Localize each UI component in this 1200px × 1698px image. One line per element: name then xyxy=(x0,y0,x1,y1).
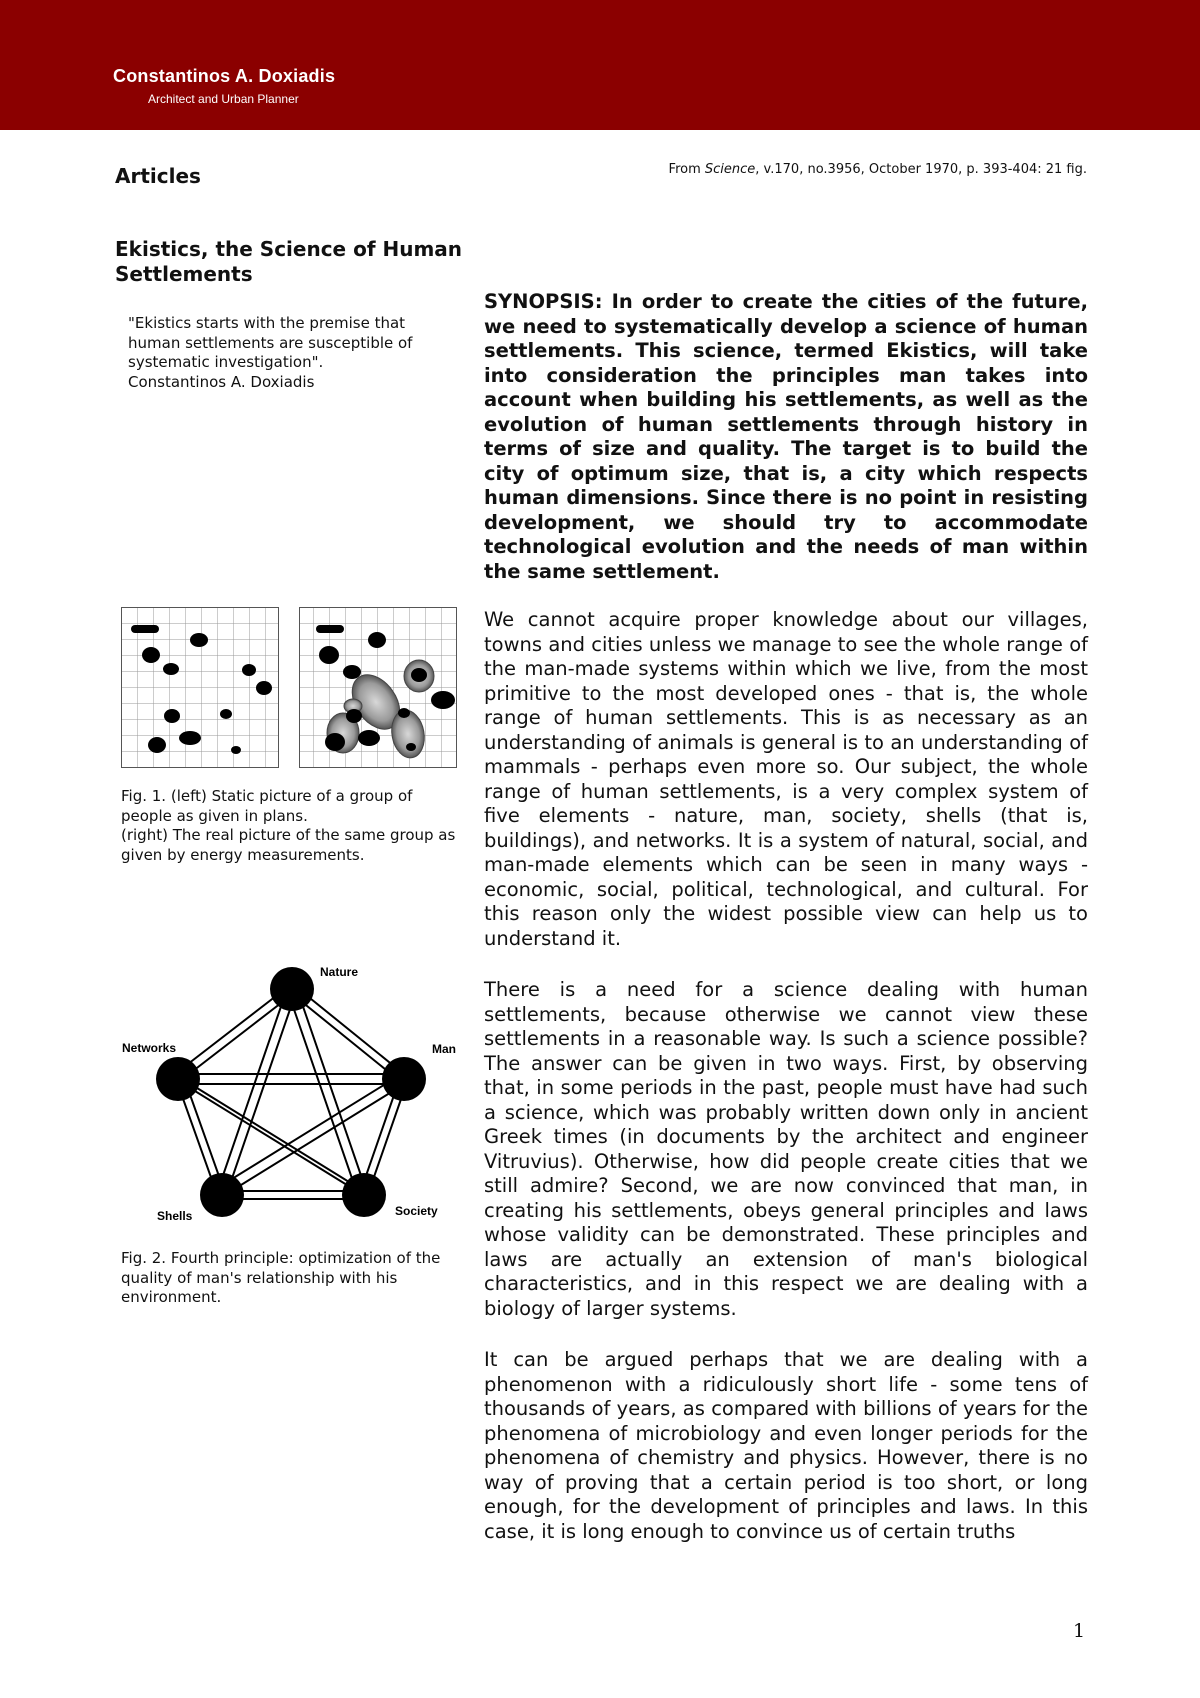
figure-1-caption xyxy=(121,787,461,865)
epigraph-text: "Ekistics starts with the premise that human settlements are susceptible of systematic investigation". xyxy=(128,314,413,371)
fig2-label-man: Man xyxy=(432,1042,456,1056)
fig1-caption-left: Fig. 1. (left) Static picture of a group of people as given in plans. xyxy=(121,787,413,825)
citation-prefix: From xyxy=(668,162,705,177)
fig2-label-networks: Networks xyxy=(122,1041,177,1055)
citation-details: , v.170, no.3956, October 1970, p. 393-404: 21 fig. xyxy=(755,162,1087,177)
fig1-left-grid xyxy=(122,608,279,768)
figure-2-caption: Fig. 2. Fourth principle: optimization of the quality of man's relationship with his environment. xyxy=(121,1249,441,1306)
fig1-caption-right: (right) The real picture of the same group as given by energy measurements. xyxy=(121,826,456,864)
synopsis: SYNOPSIS: In order to create the cities of the future, we need to systematically develop a science of human settlements. This science, termed Ekistics, will take into consideration the principles man takes into account when building his settlements, as well as the evolution of human settlements through history in terms of size and quality. The target is to build the city of optimum size, that is, a city which respects human dimensions. Since there is no point in resisting development, we should try to accommodate technological evolution and the needs of man within the same settlement. xyxy=(484,290,1088,583)
author-name: Constantinos A. Doxiadis xyxy=(113,66,336,86)
fig1-right-grid xyxy=(300,608,457,768)
body-paragraph: There is a need for a science dealing with human settlements, because otherwise we cannot view these settlements in a reasonable way. Is such a science possible? The answer can be given in two ways. First, by observing that, in some periods in the past, people must have had such a science, which was probably written down only in ancient Greek times (in documents by the architect and engineer Vitruvius). Otherwise, how did people create cities that we still admire? Second, we are now convinced that man, in creating his settlements, obeys general principles and laws whose validity can be demonstrated. These principles and laws are actually an extension of man's biological characteristics, and in this respect we are dealing with a biology of larger systems. xyxy=(484,978,1088,1320)
fig2-label-nature: Nature xyxy=(320,965,359,979)
page-number: 1 xyxy=(1073,1620,1086,1642)
body-paragraph: We cannot acquire proper knowledge about our villages, towns and cities unless we manage to see the whole range of the man-made systems within which we live, from the most primitive to the most developed ones - that is, the whole range of human settlements. This is as necessary as an understanding of animals is general is to an understanding of mammals - perhaps even more so. Our subject, the whole range of human settlements, is a very complex system of five elements - nature, man, society, shells (that is, buildings), and networks. It is a system of natural, social, and man-made elements which can be seen in many ways - economic, social, political, technological, and cultural. For this reason only the widest possible view can help us to understand it. xyxy=(484,608,1088,950)
author-role: Architect and Urban Planner xyxy=(148,92,299,106)
header-banner xyxy=(0,0,1200,130)
epigraph-author: Constantinos A. Doxiadis xyxy=(128,372,315,391)
fig2-label-society: Society xyxy=(395,1204,438,1218)
fig2-label-shells: Shells xyxy=(157,1209,193,1223)
epigraph xyxy=(128,314,458,392)
figure-1 xyxy=(121,607,459,769)
section-label: Articles xyxy=(115,164,201,188)
citation-journal: Science xyxy=(704,162,756,177)
body-paragraph: It can be argued perhaps that we are dealing with a phenomenon with a ridiculously short life - some tens of thousands of years, as compared with billions of years for the phenomena of microbiology and even longer periods for the phenomena of chemistry and physics. However, there is no way of proving that a certain period is too short, or long enough, for the development of principles and laws. In this case, it is long enough to convince us of certain truths xyxy=(484,1348,1088,1543)
article-body xyxy=(484,290,1088,1571)
article-title: Ekistics, the Science of Human Settlements xyxy=(115,237,463,286)
citation xyxy=(669,162,1087,177)
figure-2 xyxy=(112,958,464,1236)
